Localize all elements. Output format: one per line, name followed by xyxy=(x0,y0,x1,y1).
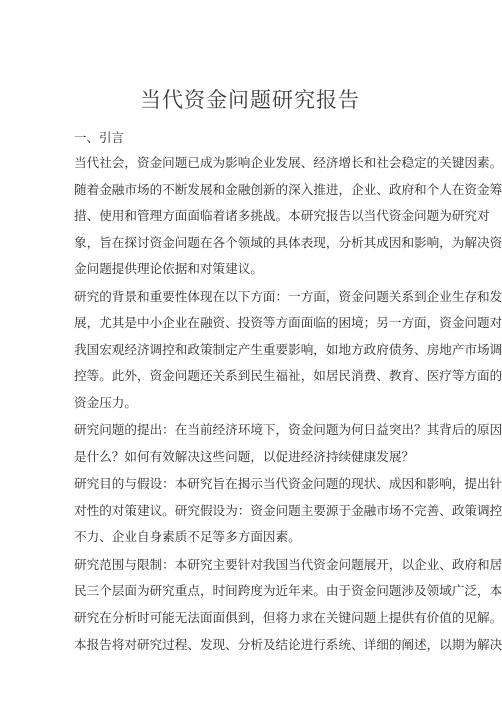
section-heading: 一、引言 xyxy=(74,130,125,145)
paragraph-line: 是什么？如何有效解决这些问题，以促进经济持续健康发展？ xyxy=(74,448,415,464)
paragraph-line: 随着金融市场的不断发展和金融创新的深入推进，企业、政府和个人在资金筹 xyxy=(74,181,502,197)
document-title: 当代资金问题研究报告 xyxy=(140,88,360,112)
paragraph-line: 研究范围与限制：本研究主要针对我国当代资金问题展开，以企业、政府和居 xyxy=(74,556,502,572)
paragraph-line: 措、使用和管理方面面临着诸多挑战。本研究报告以当代资金问题为研究对 xyxy=(74,208,490,223)
paragraph-line: 研究目的与假设：本研究旨在揭示当代资金问题的现状、成因和影响，提出针 xyxy=(74,476,502,491)
document-body xyxy=(74,150,502,660)
paragraph-line: 当代社会，资金问题已成为影响企业发展、经济增长和社会稳定的关键因素。 xyxy=(74,155,502,170)
paragraph-line: 金问题提供理论依据和对策建议。 xyxy=(74,261,263,276)
body-paragraph xyxy=(74,417,502,470)
paragraph-line: 我国宏观经济调控和政策制定产生重要影响，如地方政府债务、房地产市场调 xyxy=(74,341,502,357)
paragraph-line: 研究在分析时可能无法面面俱到，但将力求在关键问题上提供有价值的见解。 xyxy=(74,609,502,625)
body-paragraph xyxy=(74,632,502,659)
body-paragraph xyxy=(74,150,502,283)
body-paragraph xyxy=(74,552,502,632)
body-paragraph xyxy=(74,284,502,417)
paragraph-line: 控等。此外，资金问题还关系到民生福祉，如居民消费、教育、医疗等方面的 xyxy=(74,368,502,383)
paragraph-line: 不力、企业自身素质不足等多方面因素。 xyxy=(74,529,301,544)
body-paragraph xyxy=(74,471,502,551)
paragraph-line: 民三个层面为研究重点，时间跨度为近年来。由于资金问题涉及领域广泛，本 xyxy=(74,583,502,598)
paragraph-line: 研究的背景和重要性体现在以下方面：一方面，资金问题关系到企业生存和发 xyxy=(74,288,502,304)
paragraph-line: 研究问题的提出：在当前经济环境下，资金问题为何日益突出？其背后的原因 xyxy=(74,422,502,437)
paragraph-line: 资金压力。 xyxy=(74,394,137,410)
paragraph-line: 对性的对策建议。研究假设为：资金问题主要源于金融市场不完善、政策调控 xyxy=(74,502,502,518)
paragraph-line: 展，尤其是中小企业在融资、投资等方面面临的困境；另一方面，资金问题对 xyxy=(74,315,502,330)
paragraph-line: 本报告将对研究过程、发现、分析及结论进行系统、详细的阐述，以期为解决 xyxy=(74,637,502,652)
paragraph-line: 象，旨在探讨资金问题在各个领域的具体表现，分析其成因和影响，为解决资 xyxy=(74,234,502,250)
